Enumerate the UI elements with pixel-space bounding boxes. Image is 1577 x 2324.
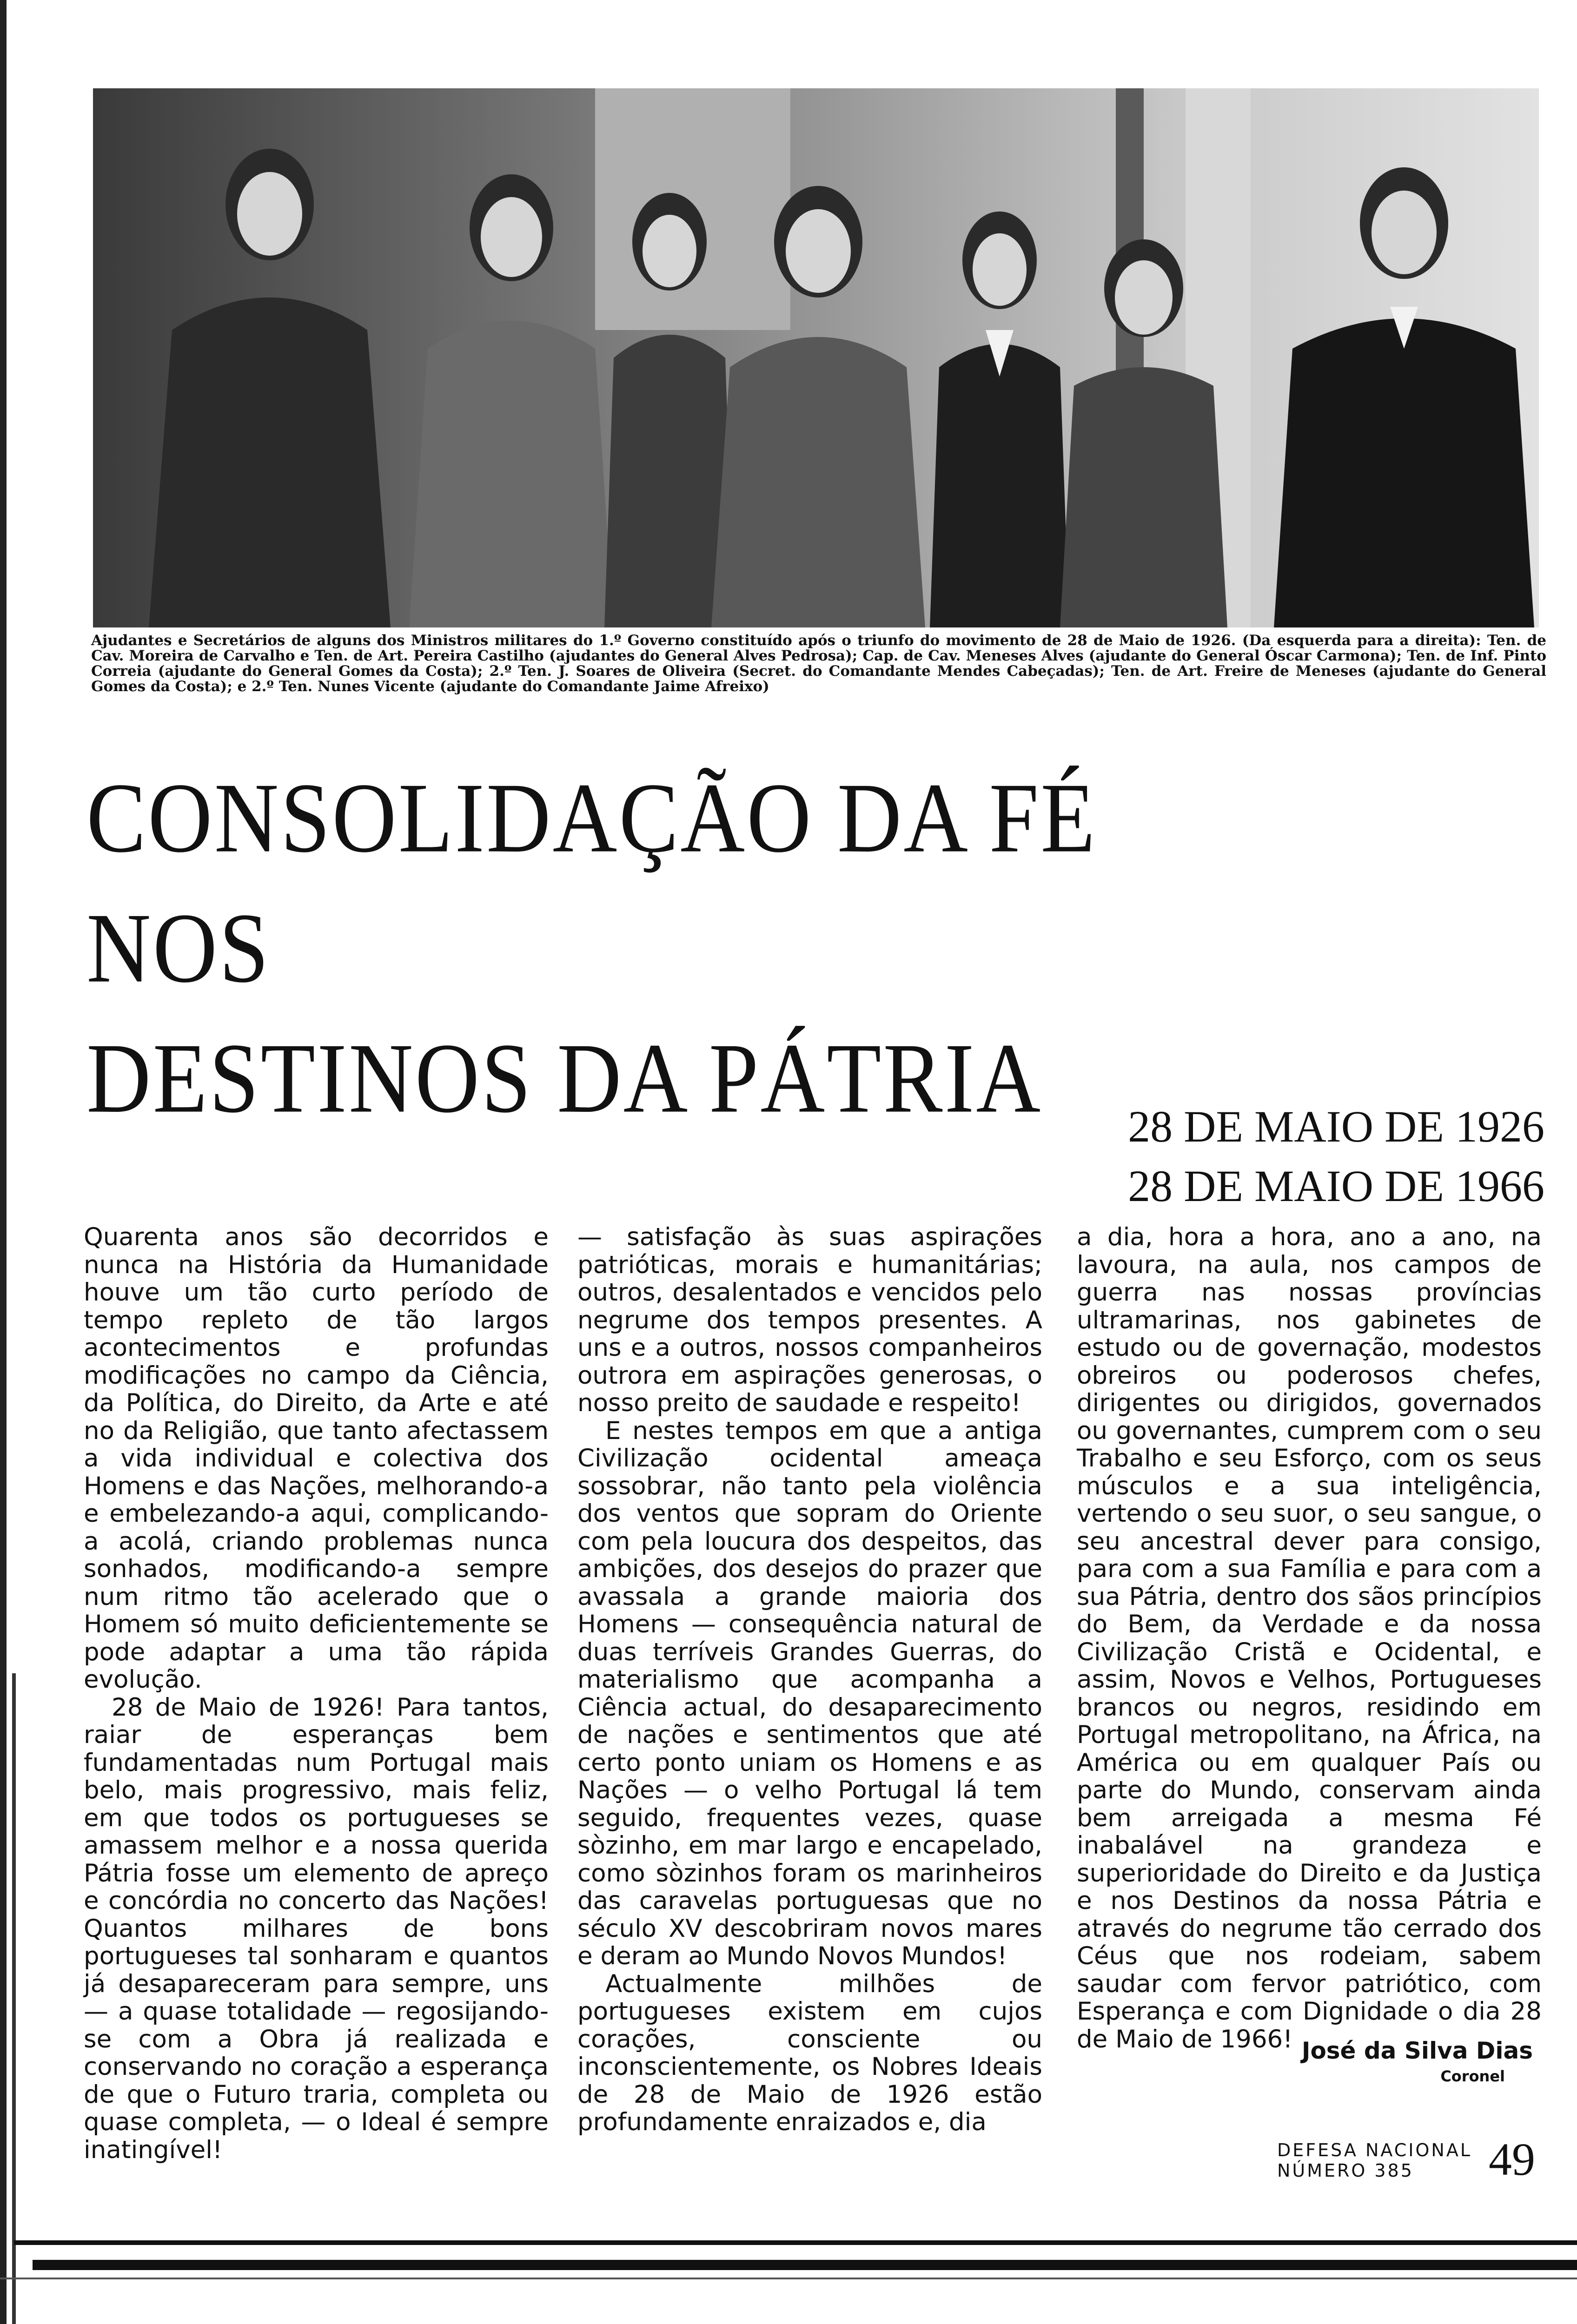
magazine-title: DEFESA NACIONAL: [1277, 2140, 1472, 2160]
scan-edge: [0, 0, 7, 2324]
paragraph: 28 de Maio de 1926! Para tantos, raiar de esperanças bem fundamentadas num Portugal mais belo, mais progressivo, mais feliz, em que todos os portugueses se amassem melhor e a nossa querida Pátria fosse um elemento de apreço e concórdia no concerto das Nações! Quantos milhares de bons portugueses tal sonharam e quantos já desapareceram para sempre, uns — a quase totalidade — regosijando-se com a Obra já realizada e conservando no coração a esperança de que o Futuro traria, completa ou quase completa, — o Ideal é sempre inatingível!: [84, 1693, 549, 2164]
caption-text: Ajudantes e Secretários de alguns dos Ministros militares do 1.º Governo constituído após o triunfo do movimento de 28 de Maio de 1926. (Da esquerda para a direita): Ten. de Cav. Moreira de Carvalho e Ten. de Art. Pereira Castilho (ajudantes do General Alves Pedrosa); Cap. de Cav. Meneses Alves (ajudante do General Óscar Carmona); Ten. de Inf. Pinto Correia (ajudante do General Gomes da Costa); 2.º Ten. J. Soares de Oliveira (Secret. do Comandante Mendes Cabeçadas); Ten. de Art. Freire de Meneses (ajudante do General Gomes da Costa); e 2.º Ten. Nunes Vicente (ajudante do Comandante Jaime Afreixo): [91, 632, 1546, 695]
date-line-1: 28 DE MAIO DE 1926: [1128, 1102, 1544, 1151]
bottom-rule-thin: [0, 2278, 1577, 2279]
headline-line-2: NOS: [86, 892, 271, 1004]
group-photograph: [93, 88, 1539, 627]
article-column-2: [577, 1223, 1042, 2136]
page-number: 49: [1489, 2133, 1535, 2185]
article-column-1: [84, 1223, 549, 2164]
author-name: José da Silva Dias: [1301, 2037, 1533, 2064]
paragraph: — satisfação às suas aspirações patrióticas, morais e humanitárias; outros, desalentados e vencidos pelo negrume dos tempos presentes. A uns e a outros, nossos companheiros outrora em aspirações generosas, o nosso preito de saudade e respeito!: [577, 1223, 1042, 1417]
author-rank: Coronel: [1440, 2067, 1505, 2085]
paragraph: E nestes tempos em que a antiga Civilização ocidental ameaça sossobrar, não tanto pela violência dos ventos que sopram do Oriente com pela loucura dos despeitos, das ambições, dos desejos do prazer que avassala a grande maioria dos Homens — consequência natural de duas terríveis Grandes Guerras, do materialismo que acompanha a Ciência actual, do desaparecimento de nações e sentimentos que até certo ponto uniam os Homens e as Nações — o velho Portugal lá tem seguido, frequentes vezes, quase sòzinho, em mar largo e encapelado, como sòzinhos foram os marinheiros das caravelas portuguesas que no século XV descobriram novos mares e deram ao Mundo Novos Mundos!: [577, 1416, 1042, 1970]
magazine-info: [1277, 2140, 1472, 2181]
author-signature: [1302, 2037, 1533, 2088]
issue-number: NÚMERO 385: [1277, 2160, 1414, 2181]
article-column-3: [1077, 1223, 1542, 2053]
photo-caption: [91, 633, 1546, 694]
headline-line-3: DESTINOS DA PÁTRIA: [86, 1023, 1043, 1134]
paragraph: Quarenta anos são decorridos e nunca na História da Humanidade houve um tão curto período de tempo repleto de tão largos acontecimentos e profundas modificações no campo da Ciência, da Política, do Direito, da Arte e até no da Religião, que tanto afectassem a vida individual e colectiva dos Homens e das Nações, melhorando-a e embelezando-a aqui, complicando-a acolá, criando problemas nunca sonhados, modificando-a sempre num ritmo tão acelerado que o Homem só muito deficientemente se pode adaptar a uma tão rápida evolução.: [84, 1223, 549, 1694]
paragraph: a dia, hora a hora, ano a ano, na lavoura, na aula, nos campos de guerra nas nossas províncias ultramarinas, nos gabinetes de estudo ou de governação, modestos obreiros ou poderosos chefes, dirigentes ou dirigidos, governados ou governantes, cumprem com o seu Trabalho e seu Esforço, com os seus músculos e a sua inteligência, vertendo o seu suor, o seu sangue, o seu ancestral dever para consigo, para com a sua Família e para com a sua Pátria, dentro dos sãos princípios do Bem, da Verdade e da nossa Civilização Cristã e Ocidental, e assim, Novos e Velhos, Portugueses brancos ou negros, residindo em Portugal metropolitano, na África, na América ou em qualquer País ou parte do Mundo, conservam ainda bem arreigada a mesma Fé inabalável na grandeza e superioridade do Direito e da Justiça e nos Destinos da nossa Pátria e através do negrume tão cerrado dos Céus que nos rodeiam, sabem saudar com fervor patriótico, com Esperança e com Dignidade o dia 28 de Maio de 1966!: [1077, 1223, 1542, 2053]
photo-illustration: [93, 88, 1539, 627]
bottom-rule-thick: [33, 2260, 1577, 2270]
headline: [86, 753, 1097, 1143]
date-line-2: 28 DE MAIO DE 1966: [1128, 1161, 1544, 1211]
paragraph: Actualmente milhões de portugueses existem em cujos corações, consciente ou inconscientemente, os Nobres Ideais de 28 de Maio de 1926 estão profundamente enraizados e, dia: [577, 1969, 1042, 2136]
date-subheading: [1128, 1097, 1544, 1216]
page-footer: [1277, 2133, 1535, 2185]
headline-line-1: CONSOLIDAÇÃO DA FÉ: [86, 762, 1097, 873]
scan-edge-inner: [12, 1673, 16, 2324]
bottom-rule: [14, 2240, 1577, 2245]
